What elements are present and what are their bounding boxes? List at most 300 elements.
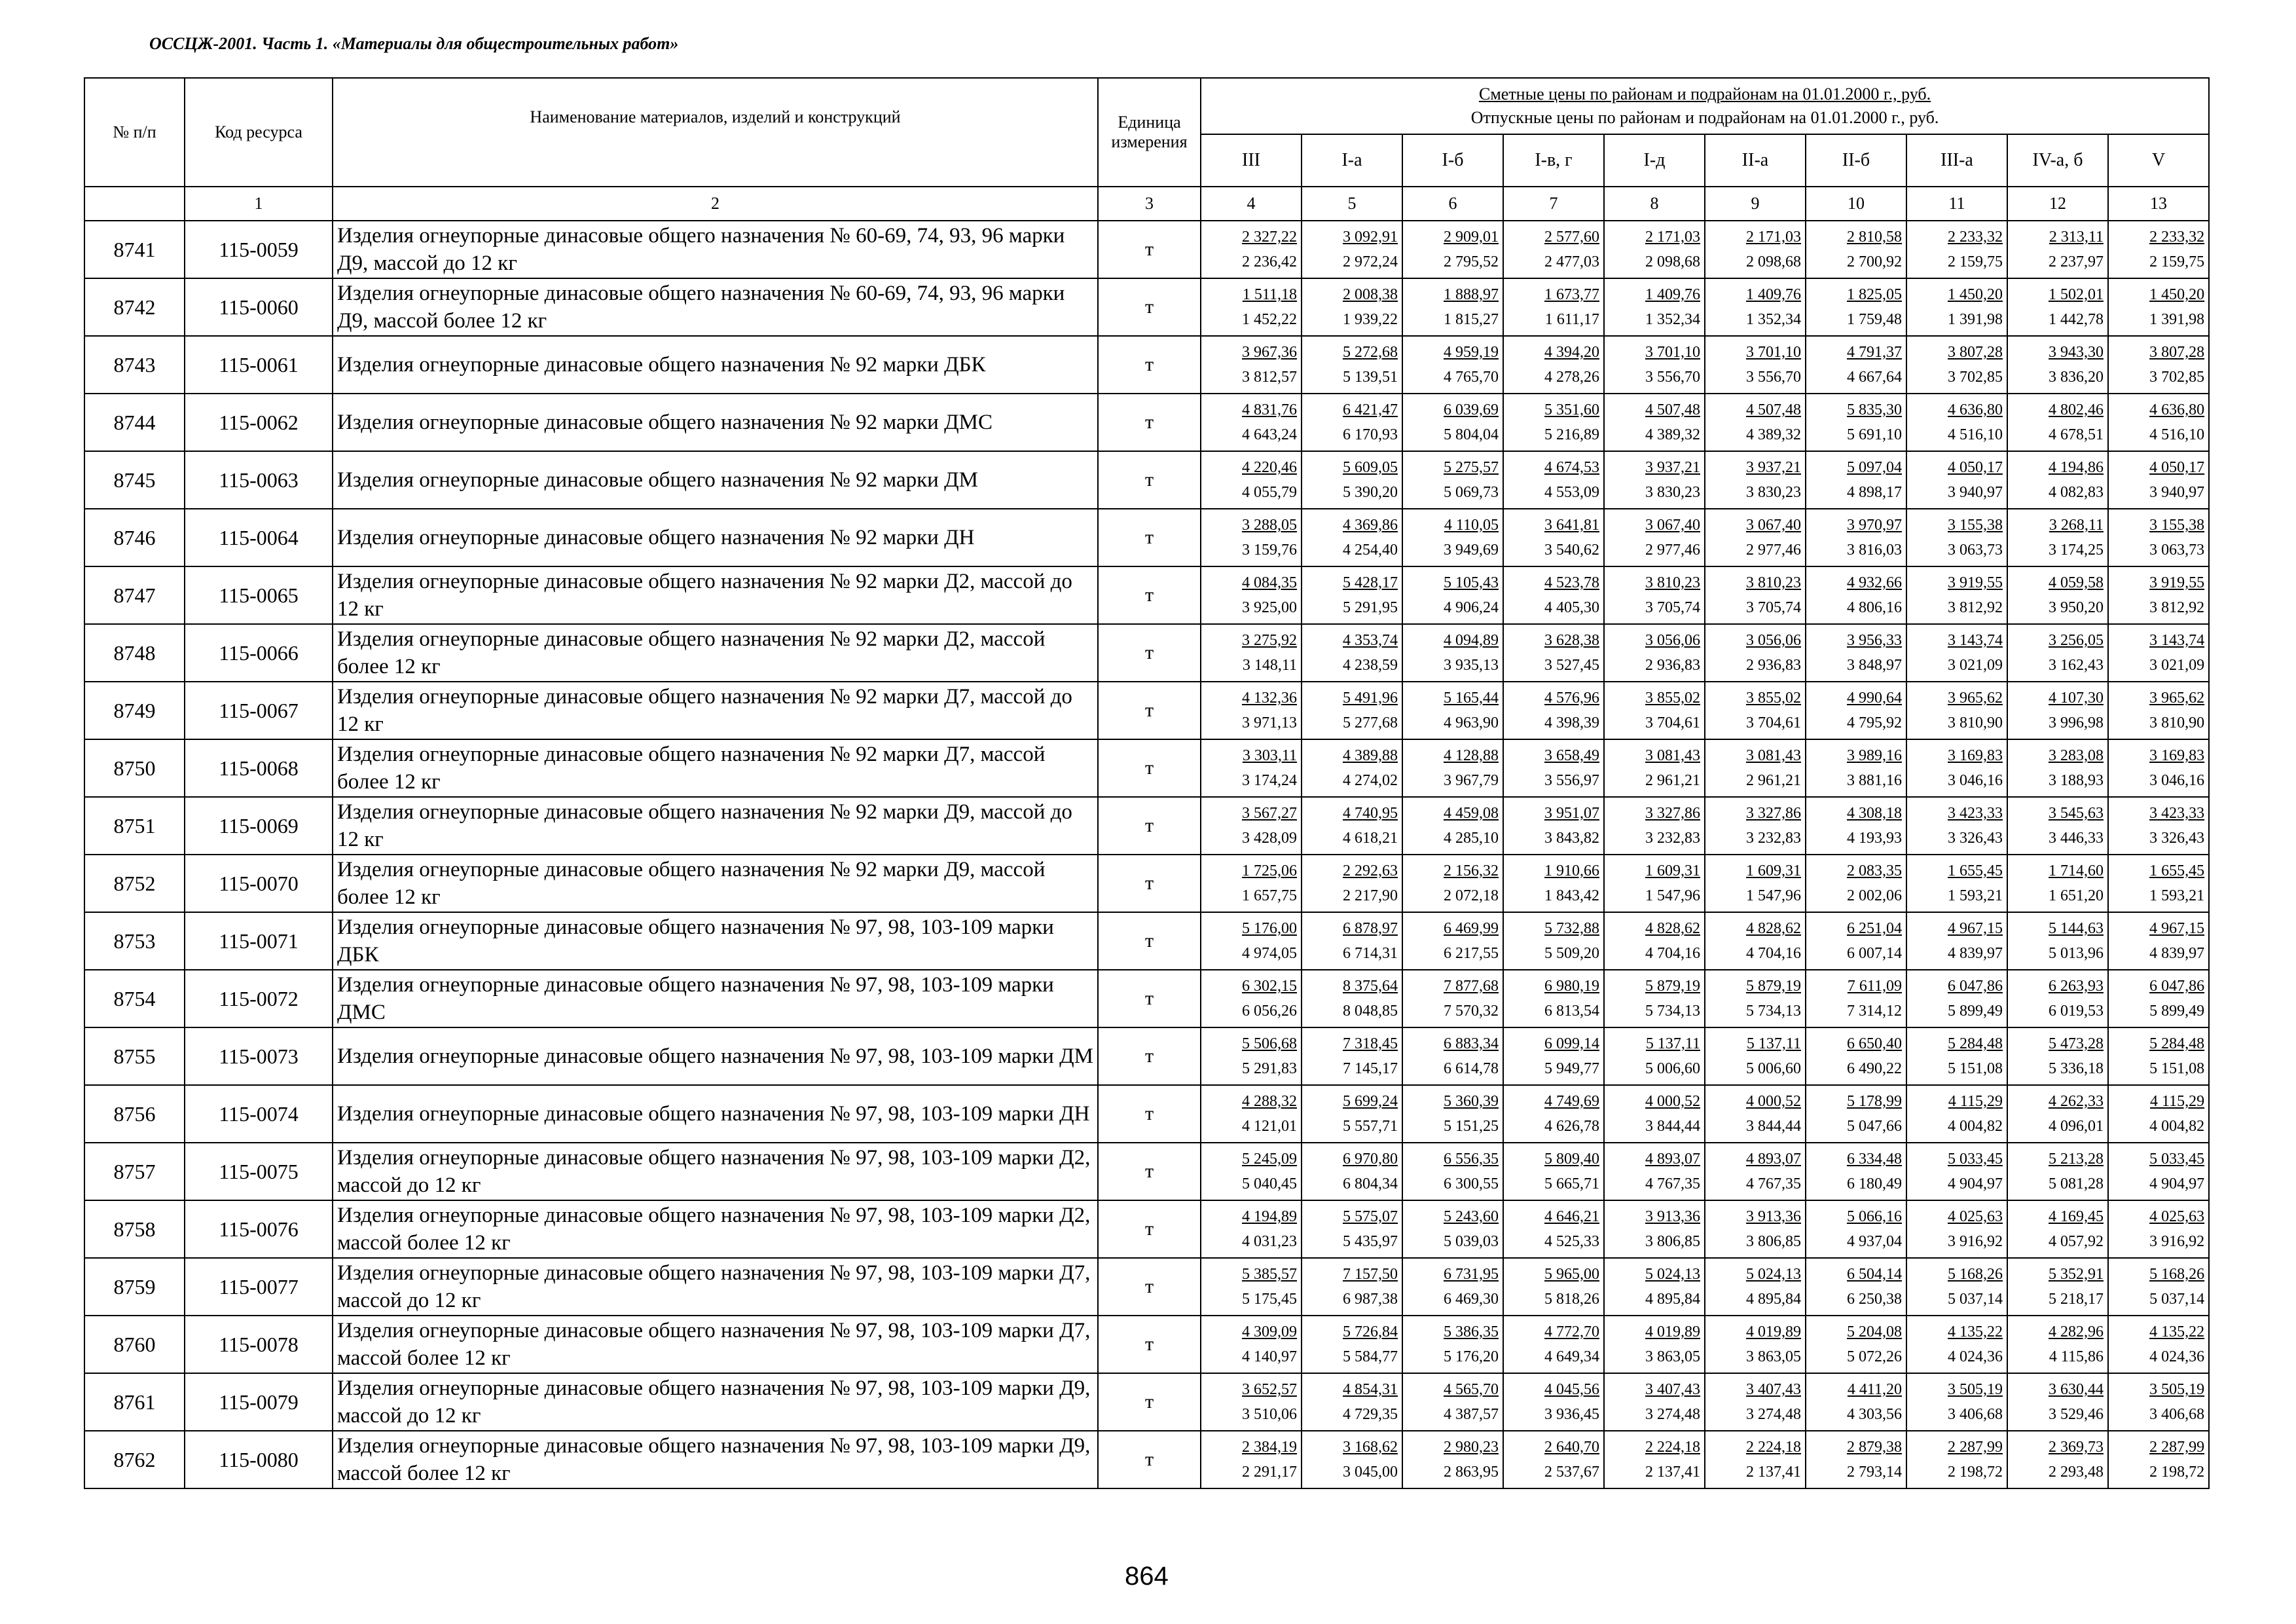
estimate-price: 4 000,52 — [1746, 1093, 1801, 1110]
release-price: 3 063,73 — [2149, 542, 2205, 559]
release-price: 2 972,24 — [1343, 253, 1398, 270]
price-cell — [1402, 1373, 1503, 1431]
row-number: 8762 — [84, 1431, 185, 1488]
estimate-price: 5 473,28 — [2049, 1035, 2104, 1052]
estimate-price: 3 168,62 — [1343, 1439, 1398, 1456]
price-cell — [1906, 221, 2007, 278]
price-cell — [1503, 1316, 1604, 1373]
page-number: 864 — [1125, 1562, 1169, 1591]
estimate-price: 4 828,62 — [1645, 920, 1700, 937]
release-price: 4 667,64 — [1847, 369, 1902, 386]
estimate-price: 1 655,45 — [2149, 862, 2205, 879]
estimate-price: 5 699,24 — [1343, 1093, 1398, 1110]
price-cell — [1906, 624, 2007, 682]
price-cell — [1705, 912, 1806, 970]
release-price: 3 916,92 — [2149, 1233, 2205, 1250]
release-price: 3 949,69 — [1444, 542, 1499, 559]
col-header-num: № п/п — [84, 78, 185, 187]
unit-of-measure: т — [1098, 1200, 1201, 1258]
price-cell — [1503, 855, 1604, 912]
unit-of-measure: т — [1098, 1027, 1201, 1085]
estimate-price: 4 194,86 — [2049, 459, 2104, 476]
estimate-price: 4 636,80 — [2149, 401, 2205, 418]
column-index-row — [84, 187, 2209, 221]
material-name: Изделия огнеупорные динасовые общего назначения № 97, 98, 103-109 марки ДН — [333, 1085, 1098, 1143]
table-row — [84, 278, 2209, 336]
price-cell — [1705, 509, 1806, 566]
price-cell — [1604, 509, 1705, 566]
unit-of-measure: т — [1098, 394, 1201, 451]
release-price: 3 836,20 — [2049, 369, 2104, 386]
resource-code: 115-0065 — [185, 566, 333, 624]
price-cell — [2007, 221, 2108, 278]
estimate-price: 7 611,09 — [1847, 978, 1902, 995]
estimate-price: 3 143,74 — [1948, 632, 2003, 649]
region-header-9: V — [2108, 134, 2209, 187]
release-price: 4 387,57 — [1444, 1406, 1499, 1423]
price-cell — [1302, 912, 1402, 970]
estimate-price: 1 825,05 — [1847, 286, 1902, 303]
price-cell — [2007, 451, 2108, 509]
price-cell — [1201, 624, 1302, 682]
price-cell — [1806, 1143, 1906, 1200]
page-header-title: ОССЦЖ-2001. Часть 1. «Материалы для общестроительных работ» — [149, 34, 679, 53]
release-price: 7 145,17 — [1343, 1060, 1398, 1077]
release-price: 5 037,14 — [2149, 1291, 2205, 1308]
estimate-price: 3 630,44 — [2049, 1381, 2104, 1398]
release-price: 4 055,79 — [1242, 484, 1297, 501]
estimate-price: 1 609,31 — [1746, 862, 1801, 879]
release-price: 6 804,34 — [1343, 1175, 1398, 1192]
release-price: 3 812,57 — [1242, 369, 1297, 386]
table-row — [84, 509, 2209, 566]
table-row — [84, 394, 2209, 451]
estimate-price: 6 047,86 — [2149, 978, 2205, 995]
estimate-price: 2 313,11 — [2049, 229, 2104, 246]
estimate-price: 4 893,07 — [1645, 1151, 1700, 1168]
prices-title-release: Отпускные цены по районам и подрайонам на 01.01.2000 г., руб. — [1470, 108, 1939, 127]
release-price: 2 236,42 — [1242, 253, 1297, 270]
estimate-price: 4 050,17 — [1948, 459, 2003, 476]
estimate-price: 3 067,40 — [1746, 517, 1801, 534]
estimate-price: 4 893,07 — [1746, 1151, 1801, 1168]
estimate-price: 5 097,04 — [1847, 459, 1902, 476]
release-price: 5 336,18 — [2049, 1060, 2104, 1077]
release-price: 1 593,21 — [1948, 887, 2003, 904]
material-name: Изделия огнеупорные динасовые общего назначения № 97, 98, 103-109 марки Д7, массой до 12 кг — [333, 1258, 1098, 1316]
release-price: 3 406,68 — [2149, 1406, 2205, 1423]
release-price: 3 806,85 — [1645, 1233, 1700, 1250]
release-price: 1 442,78 — [2049, 311, 2104, 328]
release-price: 3 702,85 — [2149, 369, 2205, 386]
estimate-price: 6 970,80 — [1343, 1151, 1398, 1168]
unit-of-measure: т — [1098, 1431, 1201, 1488]
material-name: Изделия огнеупорные динасовые общего назначения № 97, 98, 103-109 марки Д9, массой до 12 кг — [333, 1373, 1098, 1431]
unit-of-measure: т — [1098, 221, 1201, 278]
estimate-price: 3 989,16 — [1847, 747, 1902, 764]
estimate-price: 5 066,16 — [1847, 1208, 1902, 1225]
material-name: Изделия огнеупорные динасовые общего назначения № 97, 98, 103-109 марки Д9, массой более 12 кг — [333, 1431, 1098, 1488]
price-cell — [1906, 1316, 2007, 1373]
release-price: 3 045,00 — [1343, 1464, 1398, 1481]
release-price: 3 232,83 — [1645, 830, 1700, 847]
price-cell — [1806, 682, 1906, 739]
column-index-7: 7 — [1503, 187, 1604, 221]
release-price: 3 971,13 — [1242, 714, 1297, 731]
price-cell — [1201, 682, 1302, 739]
column-index-8: 8 — [1604, 187, 1705, 221]
estimate-price: 5 275,57 — [1444, 459, 1499, 476]
release-price: 3 529,46 — [2049, 1406, 2104, 1423]
release-price: 5 291,83 — [1242, 1060, 1297, 1077]
release-price: 4 024,36 — [1948, 1348, 2003, 1365]
price-cell — [1604, 221, 1705, 278]
column-index-0 — [84, 187, 185, 221]
estimate-price: 2 083,35 — [1847, 862, 1902, 879]
price-cell — [1302, 1258, 1402, 1316]
estimate-price: 4 394,20 — [1544, 344, 1599, 361]
price-cell — [1705, 1373, 1806, 1431]
estimate-price: 4 507,48 — [1645, 401, 1700, 418]
release-price: 4 254,40 — [1343, 542, 1398, 559]
price-cell — [1201, 739, 1302, 797]
estimate-price: 1 450,20 — [1948, 286, 2003, 303]
estimate-price: 4 128,88 — [1444, 747, 1499, 764]
release-price: 6 813,54 — [1544, 1003, 1599, 1020]
price-cell — [1604, 739, 1705, 797]
price-cell — [1604, 912, 1705, 970]
release-price: 3 830,23 — [1746, 484, 1801, 501]
estimate-price: 4 115,29 — [2150, 1093, 2205, 1110]
price-cell — [1201, 1316, 1302, 1373]
release-price: 4 389,32 — [1746, 426, 1801, 443]
release-price: 4 278,26 — [1544, 369, 1599, 386]
price-cell — [1302, 1316, 1402, 1373]
estimate-price: 5 506,68 — [1242, 1035, 1297, 1052]
price-cell — [1705, 1085, 1806, 1143]
estimate-price: 8 375,64 — [1343, 978, 1398, 995]
price-cell — [1201, 912, 1302, 970]
price-cell — [1604, 394, 1705, 451]
estimate-price: 1 910,66 — [1544, 862, 1599, 879]
release-price: 4 937,04 — [1847, 1233, 1902, 1250]
release-price: 5 734,13 — [1645, 1003, 1700, 1020]
resource-code: 115-0062 — [185, 394, 333, 451]
release-price: 2 936,83 — [1645, 657, 1700, 674]
release-price: 3 188,93 — [2049, 772, 2104, 789]
column-index-9: 9 — [1705, 187, 1806, 221]
estimate-price: 4 791,37 — [1847, 344, 1902, 361]
estimate-price: 1 888,97 — [1444, 286, 1499, 303]
table-row — [84, 1027, 2209, 1085]
price-cell — [1402, 336, 1503, 394]
resource-code: 115-0071 — [185, 912, 333, 970]
release-price: 1 939,22 — [1343, 311, 1398, 328]
price-cell — [1503, 797, 1604, 855]
release-price: 4 121,01 — [1242, 1118, 1297, 1135]
estimate-price: 1 502,01 — [2049, 286, 2104, 303]
release-price: 7 314,12 — [1847, 1003, 1902, 1020]
release-price: 5 291,95 — [1343, 599, 1398, 616]
estimate-price: 3 155,38 — [1948, 517, 2003, 534]
material-name: Изделия огнеупорные динасовые общего назначения № 60-69, 74, 93, 96 марки Д9, массой более 12 кг — [333, 278, 1098, 336]
region-header-7: III-а — [1906, 134, 2007, 187]
price-cell — [1201, 1373, 1302, 1431]
release-price: 1 547,96 — [1645, 887, 1700, 904]
estimate-price: 3 081,43 — [1645, 747, 1700, 764]
column-index-5: 5 — [1302, 187, 1402, 221]
release-price: 2 795,52 — [1444, 253, 1499, 270]
region-header-8: IV-а, б — [2007, 134, 2108, 187]
price-cell — [2007, 1200, 2108, 1258]
estimate-price: 5 351,60 — [1544, 401, 1599, 418]
estimate-price: 2 810,58 — [1847, 229, 1902, 246]
estimate-price: 5 809,40 — [1544, 1151, 1599, 1168]
price-cell — [1503, 624, 1604, 682]
estimate-price: 6 263,93 — [2049, 978, 2104, 995]
estimate-price: 3 970,97 — [1847, 517, 1902, 534]
price-cell — [2108, 1316, 2209, 1373]
release-price: 5 175,45 — [1242, 1291, 1297, 1308]
price-cell — [2108, 624, 2209, 682]
estimate-price: 2 233,32 — [2149, 229, 2205, 246]
estimate-price: 6 731,95 — [1444, 1266, 1499, 1283]
estimate-price: 5 204,08 — [1847, 1323, 1902, 1340]
release-price: 6 469,30 — [1444, 1291, 1499, 1308]
price-cell — [1806, 1258, 1906, 1316]
material-name: Изделия огнеупорные динасовые общего назначения № 92 марки Д9, массой более 12 кг — [333, 855, 1098, 912]
estimate-price: 2 008,38 — [1343, 286, 1398, 303]
estimate-price: 7 877,68 — [1444, 978, 1499, 995]
price-cell — [1906, 970, 2007, 1027]
price-cell — [1604, 278, 1705, 336]
estimate-price: 6 504,14 — [1847, 1266, 1902, 1283]
estimate-price: 4 967,15 — [1948, 920, 2003, 937]
price-cell — [1705, 221, 1806, 278]
release-price: 2 936,83 — [1746, 657, 1801, 674]
release-price: 5 390,20 — [1343, 484, 1398, 501]
unit-of-measure: т — [1098, 912, 1201, 970]
price-cell — [1503, 1431, 1604, 1488]
table-row — [84, 912, 2209, 970]
release-price: 6 007,14 — [1847, 945, 1902, 962]
column-index-13: 13 — [2108, 187, 2209, 221]
estimate-price: 3 652,57 — [1242, 1381, 1297, 1398]
price-cell — [1604, 1373, 1705, 1431]
estimate-price: 3 937,21 — [1746, 459, 1801, 476]
release-price: 5 509,20 — [1544, 945, 1599, 962]
price-cell — [1201, 1431, 1302, 1488]
estimate-price: 2 171,03 — [1645, 229, 1700, 246]
price-cell — [1806, 566, 1906, 624]
release-price: 5 734,13 — [1746, 1003, 1801, 1020]
price-cell — [2108, 1027, 2209, 1085]
price-cell — [1604, 624, 1705, 682]
release-price: 2 198,72 — [1948, 1464, 2003, 1481]
estimate-price: 4 050,17 — [2149, 459, 2205, 476]
price-cell — [2007, 912, 2108, 970]
price-cell — [1402, 739, 1503, 797]
estimate-price: 2 327,22 — [1242, 229, 1297, 246]
material-name: Изделия огнеупорные динасовые общего назначения № 92 марки Д9, массой до 12 кг — [333, 797, 1098, 855]
release-price: 3 510,06 — [1242, 1406, 1297, 1423]
price-cell — [1402, 394, 1503, 451]
release-price: 2 237,97 — [2049, 253, 2104, 270]
release-price: 3 863,05 — [1746, 1348, 1801, 1365]
unit-of-measure: т — [1098, 970, 1201, 1027]
price-cell — [1806, 336, 1906, 394]
release-price: 3 967,79 — [1444, 772, 1499, 789]
price-cell — [1302, 1085, 1402, 1143]
column-index-1: 1 — [185, 187, 333, 221]
price-cell — [1503, 278, 1604, 336]
release-price: 6 490,22 — [1847, 1060, 1902, 1077]
resource-code: 115-0076 — [185, 1200, 333, 1258]
release-price: 1 815,27 — [1444, 311, 1499, 328]
release-price: 3 816,03 — [1847, 542, 1902, 559]
release-price: 6 300,55 — [1444, 1175, 1499, 1192]
release-price: 2 002,06 — [1847, 887, 1902, 904]
estimate-price: 5 879,19 — [1746, 978, 1801, 995]
price-cell — [1402, 221, 1503, 278]
material-name: Изделия огнеупорные динасовые общего назначения № 97, 98, 103-109 марки ДМС — [333, 970, 1098, 1027]
price-cell — [1906, 451, 2007, 509]
release-price: 4 389,32 — [1645, 426, 1700, 443]
price-cell — [1302, 739, 1402, 797]
estimate-price: 4 169,45 — [2049, 1208, 2104, 1225]
price-cell — [1302, 451, 1402, 509]
estimate-price: 3 169,83 — [1948, 747, 2003, 764]
price-cell — [1806, 278, 1906, 336]
price-cell — [1402, 451, 1503, 509]
region-header-6: II-б — [1806, 134, 1906, 187]
price-cell — [2007, 624, 2108, 682]
release-price: 2 159,75 — [2149, 253, 2205, 270]
release-price: 3 810,90 — [1948, 714, 2003, 731]
price-cell — [1806, 1200, 1906, 1258]
price-cell — [1302, 1143, 1402, 1200]
price-cell — [1503, 221, 1604, 278]
estimate-price: 3 303,11 — [1242, 747, 1297, 764]
resource-code: 115-0067 — [185, 682, 333, 739]
estimate-price: 2 640,70 — [1544, 1439, 1599, 1456]
table-row — [84, 855, 2209, 912]
price-cell — [2007, 682, 2108, 739]
estimate-price: 3 407,43 — [1645, 1381, 1700, 1398]
price-cell — [1806, 1085, 1906, 1143]
unit-of-measure: т — [1098, 1316, 1201, 1373]
price-cell — [1604, 970, 1705, 1027]
price-cell — [1906, 1258, 2007, 1316]
material-name: Изделия огнеупорные динасовые общего назначения № 97, 98, 103-109 марки Д7, массой более 12 кг — [333, 1316, 1098, 1373]
estimate-price: 2 909,01 — [1444, 229, 1499, 246]
unit-of-measure: т — [1098, 624, 1201, 682]
price-cell — [2108, 1143, 2209, 1200]
release-price: 4 274,02 — [1343, 772, 1398, 789]
table-row — [84, 1085, 2209, 1143]
estimate-price: 5 024,13 — [1645, 1266, 1700, 1283]
material-name: Изделия огнеупорные динасовые общего назначения № 92 марки ДМ — [333, 451, 1098, 509]
price-cell — [1302, 797, 1402, 855]
table-body — [84, 221, 2209, 1488]
estimate-price: 1 409,76 — [1746, 286, 1801, 303]
estimate-price: 5 732,88 — [1544, 920, 1599, 937]
estimate-price: 3 965,62 — [1948, 690, 2003, 707]
estimate-price: 5 879,19 — [1645, 978, 1700, 995]
release-price: 3 940,97 — [1948, 484, 2003, 501]
estimate-price: 4 636,80 — [1948, 401, 2003, 418]
price-cell — [1402, 970, 1503, 1027]
table-row — [84, 221, 2209, 278]
estimate-price: 5 165,44 — [1444, 690, 1499, 707]
price-cell — [1906, 509, 2007, 566]
estimate-price: 3 288,05 — [1242, 517, 1297, 534]
resource-code: 115-0069 — [185, 797, 333, 855]
price-cell — [1201, 855, 1302, 912]
resource-code: 115-0064 — [185, 509, 333, 566]
release-price: 3 704,61 — [1645, 714, 1700, 731]
table-row — [84, 970, 2209, 1027]
price-cell — [1201, 566, 1302, 624]
price-cell — [1906, 278, 2007, 336]
estimate-price: 1 450,20 — [2149, 286, 2205, 303]
price-cell — [1503, 682, 1604, 739]
price-cell — [1302, 278, 1402, 336]
estimate-price: 5 352,91 — [2049, 1266, 2104, 1283]
release-price: 5 949,77 — [1544, 1060, 1599, 1077]
release-price: 4 553,09 — [1544, 484, 1599, 501]
price-cell — [2108, 509, 2209, 566]
price-cell — [1503, 509, 1604, 566]
release-price: 3 162,43 — [2049, 657, 2104, 674]
estimate-price: 5 033,45 — [2149, 1151, 2205, 1168]
release-price: 1 611,17 — [1544, 311, 1599, 328]
price-cell — [1302, 855, 1402, 912]
prices-title-estimate: Сметные цены по районам и подрайонам на 01.01.2000 г., руб. — [1478, 84, 1931, 103]
release-price: 2 293,48 — [2049, 1464, 2104, 1481]
estimate-price: 5 272,68 — [1343, 344, 1398, 361]
price-cell — [1402, 1200, 1503, 1258]
price-cell — [1806, 1373, 1906, 1431]
estimate-price: 3 423,33 — [2149, 805, 2205, 822]
estimate-price: 5 284,48 — [2149, 1035, 2205, 1052]
release-price: 3 843,82 — [1544, 830, 1599, 847]
price-cell — [1906, 855, 2007, 912]
price-cell — [1503, 451, 1604, 509]
material-name: Изделия огнеупорные динасовые общего назначения № 97, 98, 103-109 марки Д2, массой более 12 кг — [333, 1200, 1098, 1258]
estimate-price: 3 913,36 — [1645, 1208, 1700, 1225]
price-cell — [2007, 566, 2108, 624]
estimate-price: 5 213,28 — [2049, 1151, 2104, 1168]
price-cell — [1906, 739, 2007, 797]
row-number: 8749 — [84, 682, 185, 739]
column-index-11: 11 — [1906, 187, 2007, 221]
row-number: 8755 — [84, 1027, 185, 1085]
release-price: 5 151,08 — [1948, 1060, 2003, 1077]
table-row — [84, 624, 2209, 682]
price-cell — [1201, 1200, 1302, 1258]
release-price: 3 274,48 — [1746, 1406, 1801, 1423]
unit-of-measure: т — [1098, 1085, 1201, 1143]
row-number: 8754 — [84, 970, 185, 1027]
material-name: Изделия огнеупорные динасовые общего назначения № 92 марки Д7, массой более 12 кг — [333, 739, 1098, 797]
price-cell — [1705, 739, 1806, 797]
price-cell — [1705, 451, 1806, 509]
price-cell — [1402, 1085, 1503, 1143]
price-cell — [2007, 1373, 2108, 1431]
estimate-price: 4 932,66 — [1847, 574, 1902, 591]
unit-of-measure: т — [1098, 566, 1201, 624]
